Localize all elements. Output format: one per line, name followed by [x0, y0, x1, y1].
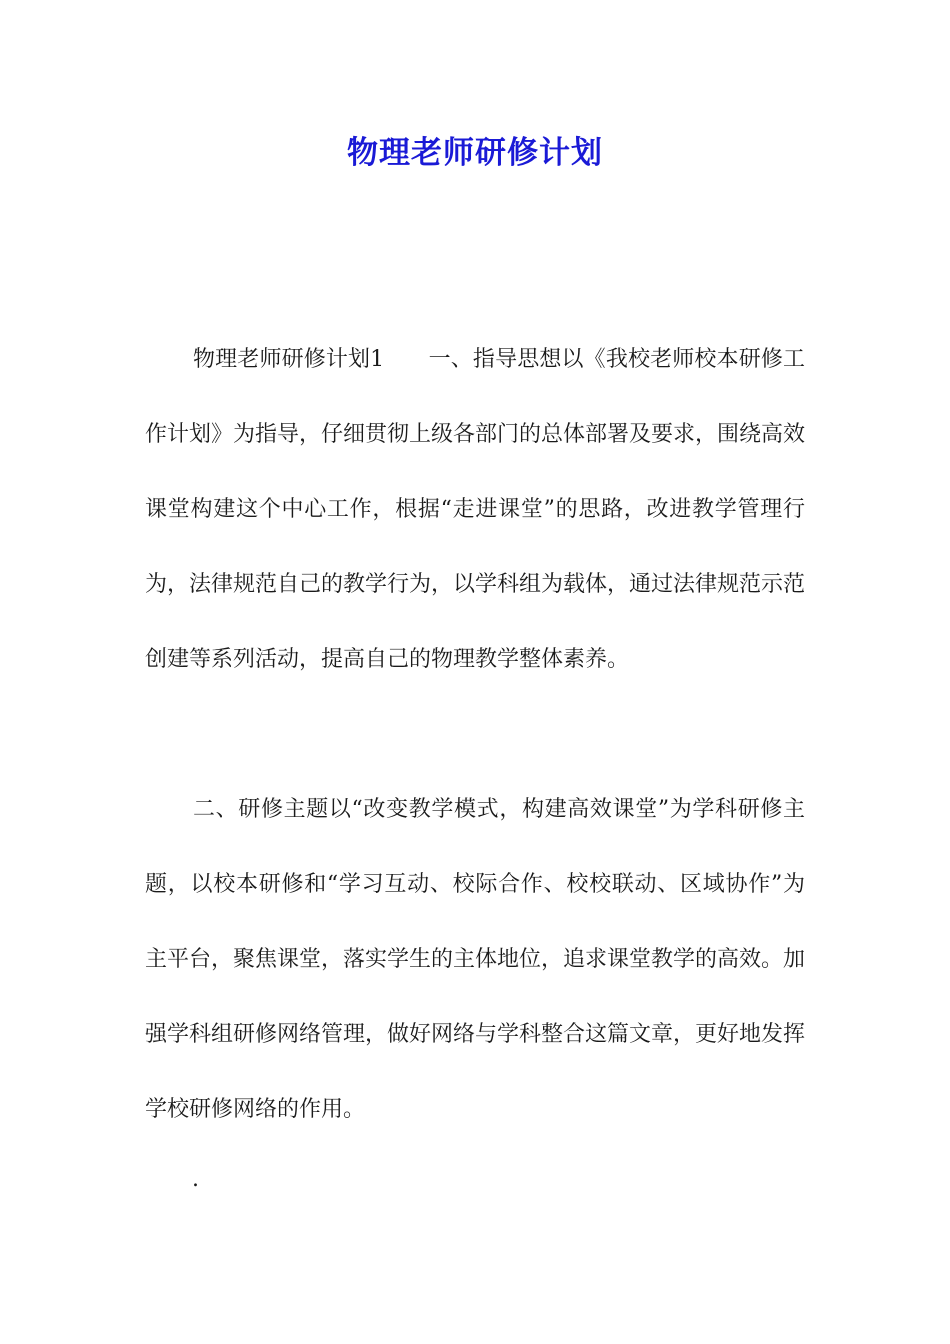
trailing-period-mark: . [192, 1167, 199, 1192]
paragraph-research-theme: 二、研修主题以“改变教学模式，构建高效课堂”为学科研修主题，以校本研修和“学习互动、校际合作、校校联动、区域协作”为主平台，聚焦课堂，落实学生的主体地位，追求课堂教学的高效。加强学科组研修网络管理，做好网络与学科整合这篇文章，更好地发挥学校研修网络的作用。 [145, 797, 806, 1122]
paragraph-guiding-thought: 物理老师研修计划1 一、指导思想以《我校老师校本研修工作计划》为指导，仔细贯彻上级各部门的总体部署及要求，围绕高效课堂构建这个中心工作，根据“走进课堂”的思路，改进教学管理行为，法律规范自己的教学行为，以学科组为载体，通过法律规范示范创建等系列活动，提高自己的物理教学整体素养。 [145, 347, 806, 672]
document-title: 物理老师研修计划 [347, 135, 603, 171]
